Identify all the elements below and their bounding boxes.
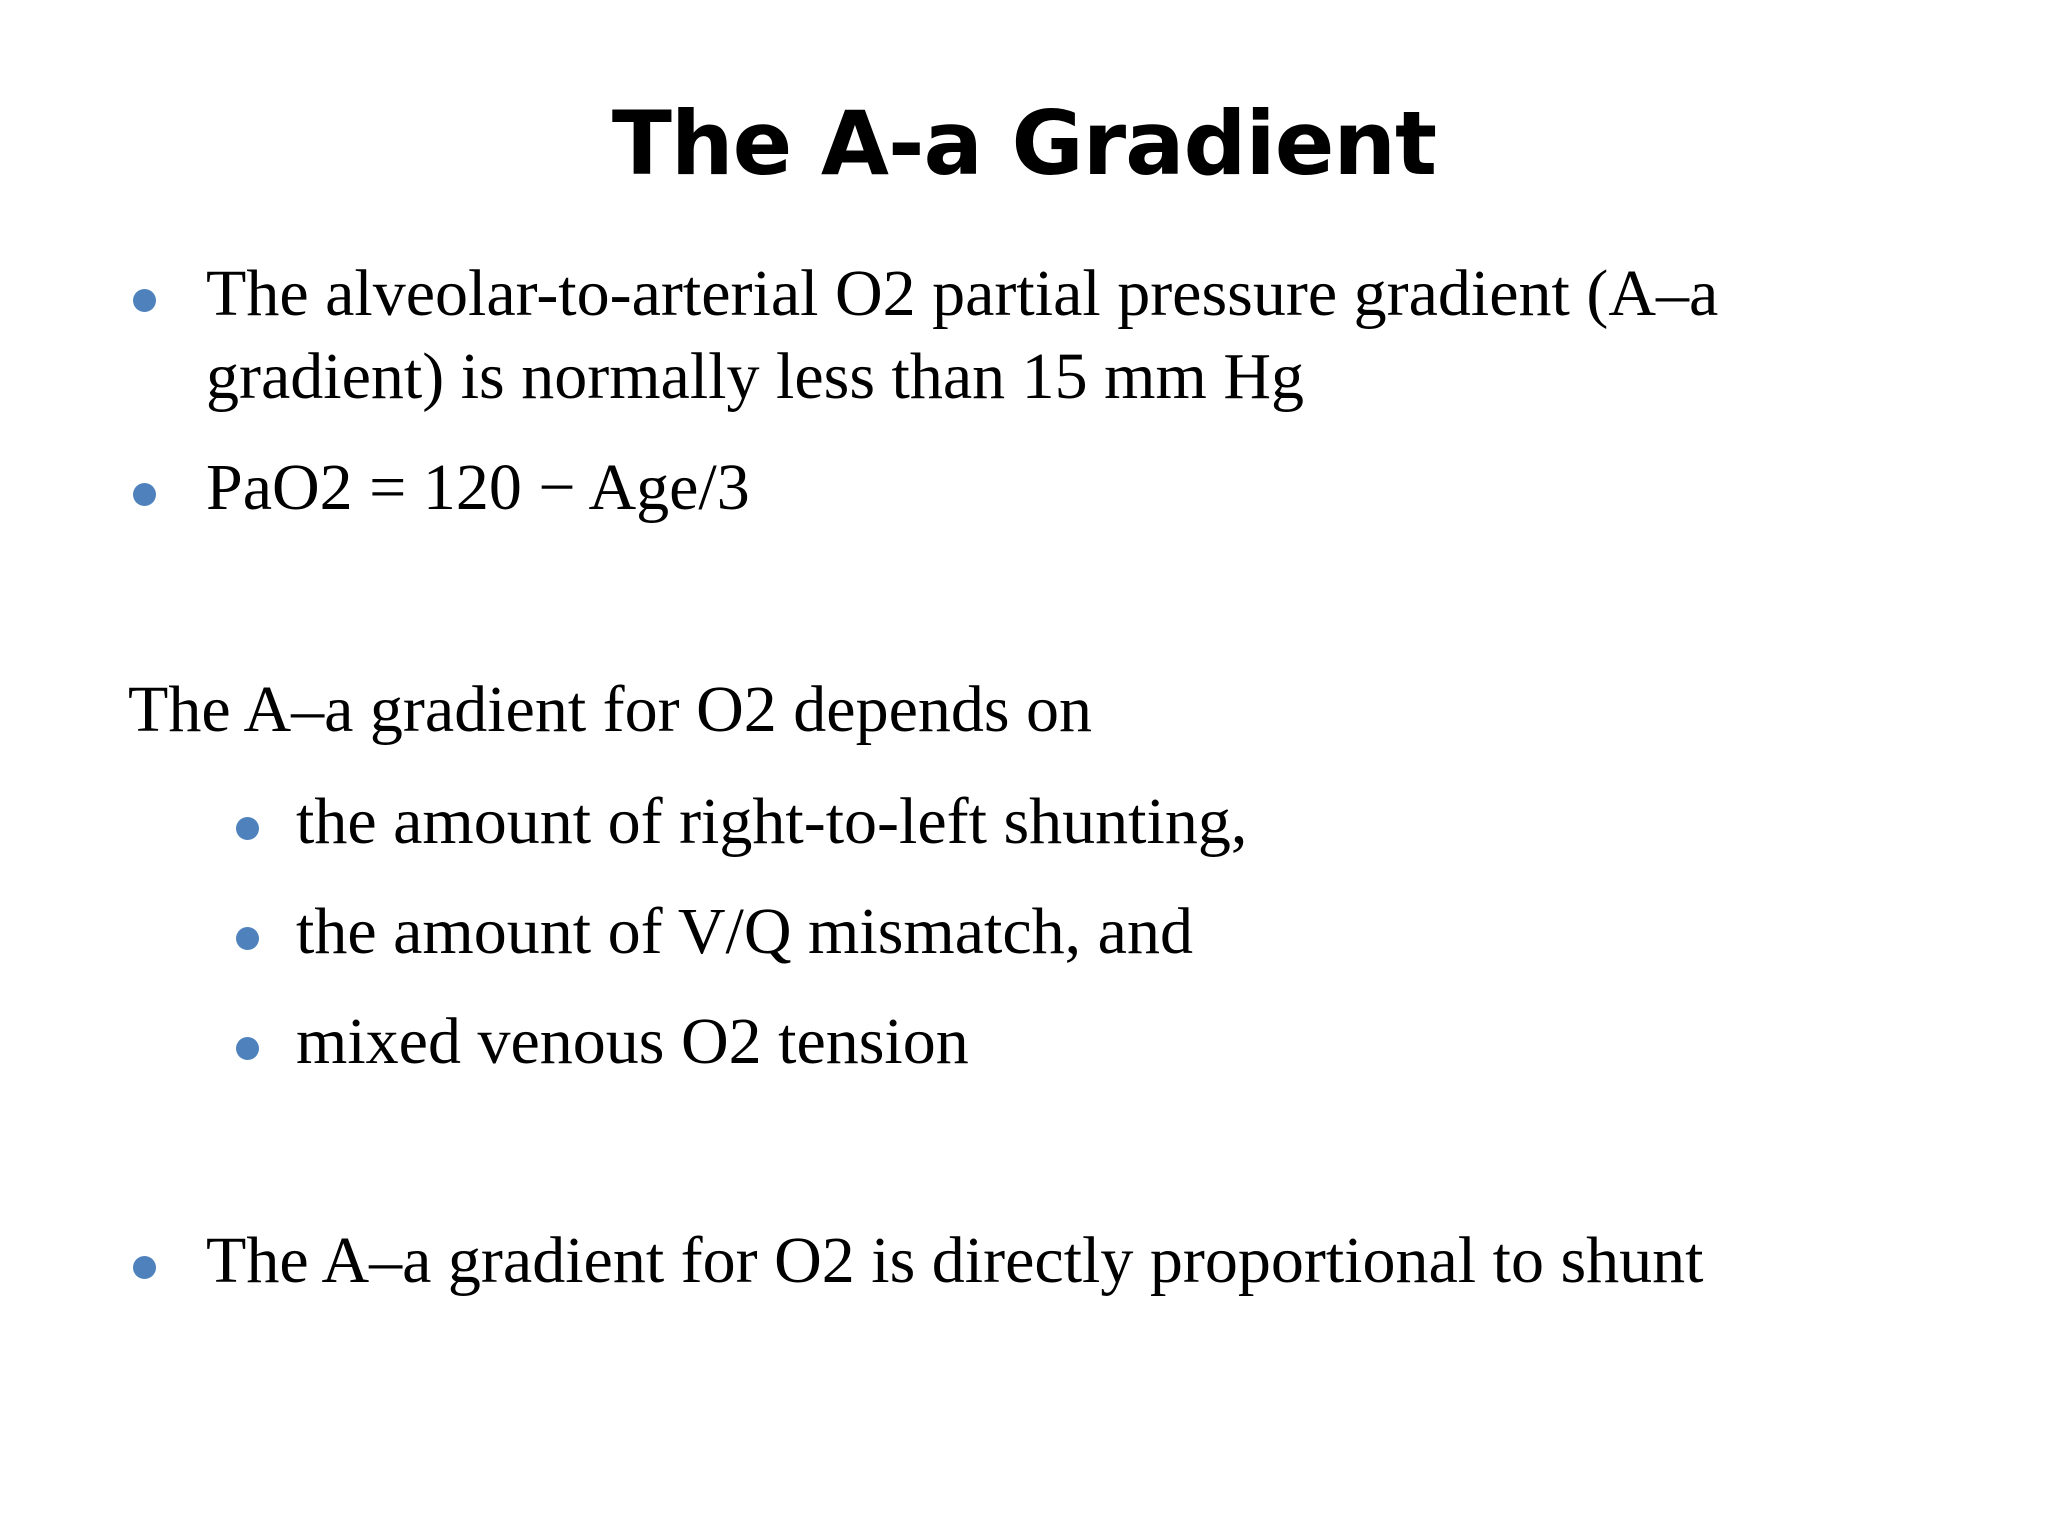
bullet-dot xyxy=(133,1256,156,1279)
sub-bullet-3-text: mixed venous O2 tension xyxy=(296,1005,969,1078)
depends-intro: The A–a gradient for O2 depends on xyxy=(128,673,1093,746)
bullet-1-line-2: gradient) is normally less than 15 mm Hg xyxy=(206,340,1304,413)
bullet-2-text: PaO2 = 120 − Age/3 xyxy=(206,451,750,524)
sub-bullet-dot xyxy=(236,927,259,950)
bullet-dot xyxy=(133,483,156,506)
sub-bullet-dot xyxy=(236,817,259,840)
bullet-1-line-1: The alveolar-to-arterial O2 partial pressure gradient (A–a xyxy=(206,257,1719,330)
sub-bullet-2-text: the amount of V/Q mismatch, and xyxy=(296,895,1193,968)
sub-bullet-1-text: the amount of right-to-left shunting, xyxy=(296,785,1248,858)
final-bullet-text: The A–a gradient for O2 is directly proportional to shunt xyxy=(206,1224,1704,1297)
bullet-dot xyxy=(133,289,156,312)
sub-bullet-dot xyxy=(236,1037,259,1060)
slide-title: The A-a Gradient xyxy=(611,92,1437,195)
